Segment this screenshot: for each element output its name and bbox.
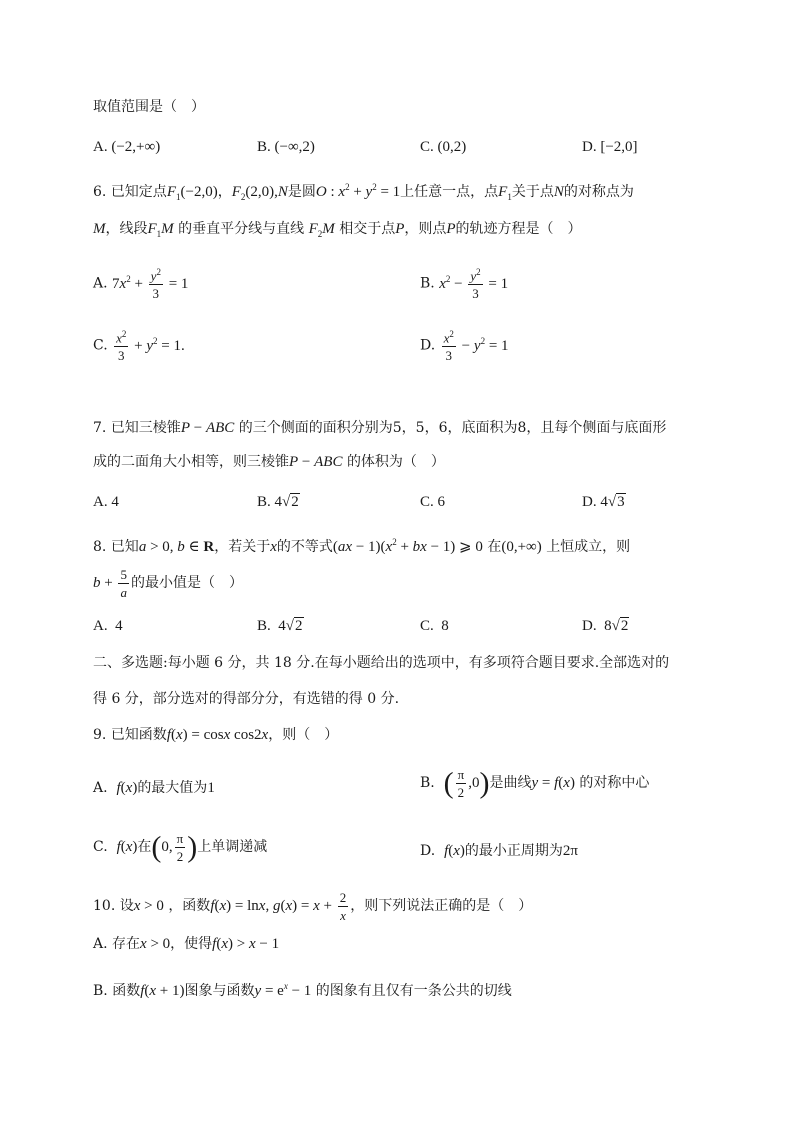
q10-option-b: B. 函数f(x + 1)图象与函数$y = e^x - 1$ 的图象有且仅有一条公共的切线 <box>93 981 512 999</box>
q10-stem: 10. 设x > 0 ，函数f(x) = lnx, g(x) = x + $\frac{2}{x}$ ，则下列说法正确的是（ ） <box>93 890 533 923</box>
q5-option-a: A. (−2,+∞) <box>93 139 161 155</box>
q7-option-c: C. 6 <box>420 494 446 510</box>
section2-heading-line2: 得 6 分，部分选对的得部分分，有选错的得 0 分. <box>93 691 400 707</box>
q8-stem-line2: b + $\frac{5}{a}$ 的最小值是（ ） <box>93 567 243 600</box>
q7-stem-line2: 成的二面角大小相等，则三棱锥P − ABC 的体积为（ ） <box>93 454 445 470</box>
q6-option-c: C. $\frac{x^2}{3}$ + $y^2 = 1$. <box>93 329 185 364</box>
q8-option-d: D. 8√2 <box>582 618 629 634</box>
q6-option-b: B. $x^2$ − $\frac{y^2}{3}$ = 1 <box>420 267 509 302</box>
q6-option-d: D. $\frac{x^2}{3}$ − $y^2 = 1$ <box>420 329 509 364</box>
q8-option-a: A. 4 <box>93 618 123 634</box>
q9-stem: 9. 已知函数f(x) = cosx cos2x，则（ ） <box>93 727 339 743</box>
q9-option-d: D. f(x)的最小正周期为2π <box>420 843 578 859</box>
q6-stem-line1: 6. 已知定点$F_1(-2,0)$，$F_2(2,0),N$是圆O : $x^2 + y^2 = 1$上任意一点，点$F_1$关于点N的对称点为 <box>93 182 634 202</box>
q8-stem-line1: 8. 已知a > 0, b ∈ R，若关于x的不等式$(ax - 1)(x^2$ + bx − 1) ⩾ 0 在(0,+∞) 上恒成立，则 <box>93 537 631 555</box>
q6-option-a: A. $7x^2$ + $\frac{y^2}{3}$ = 1 <box>93 267 189 302</box>
q9-option-c: C. f(x)在(0, $\frac{\pi}{2}$ )上单调递减 <box>93 830 268 864</box>
q8-option-b: B. 4√2 <box>257 618 303 634</box>
q7-option-d: D. 4√3 <box>582 494 625 510</box>
q5-option-c: C. (0,2) <box>420 139 467 155</box>
q5-option-d: D. [−2,0] <box>582 139 638 155</box>
section2-heading-line1: 二、多选题:每小题 6 分，共 18 分.在每小题给出的选项中，有多项符合题目要求.全部选对的 <box>93 655 670 671</box>
q5-option-b: B. (−∞,2) <box>257 139 315 155</box>
q8-option-c: C. 8 <box>420 618 449 634</box>
q7-stem-line1: 7. 已知三棱锥P − ABC 的三个侧面的面积分别为5，5，6，底面积为8，且每个侧面与底面形 <box>93 420 667 436</box>
q9-option-b: B. ( $\frac{\pi}{2}$ ,0)是曲线y = f(x) 的对称中心 <box>420 766 650 800</box>
q9-option-a: A. f(x)的最大值为1 <box>93 780 215 796</box>
q10-option-a: A. 存在x > 0，使得f(x) > x − 1 <box>93 936 280 952</box>
q7-option-a: A. 4 <box>93 494 119 510</box>
q5-stem-tail: 取值范围是（ ） <box>93 99 205 115</box>
q7-option-b: B. 4√2 <box>257 494 299 510</box>
q6-stem-line2: M，线段$F_1M$ 的垂直平分线与直线 $F_2M$ 相交于点P，则点P的轨迹方程是（ ） <box>93 221 582 239</box>
